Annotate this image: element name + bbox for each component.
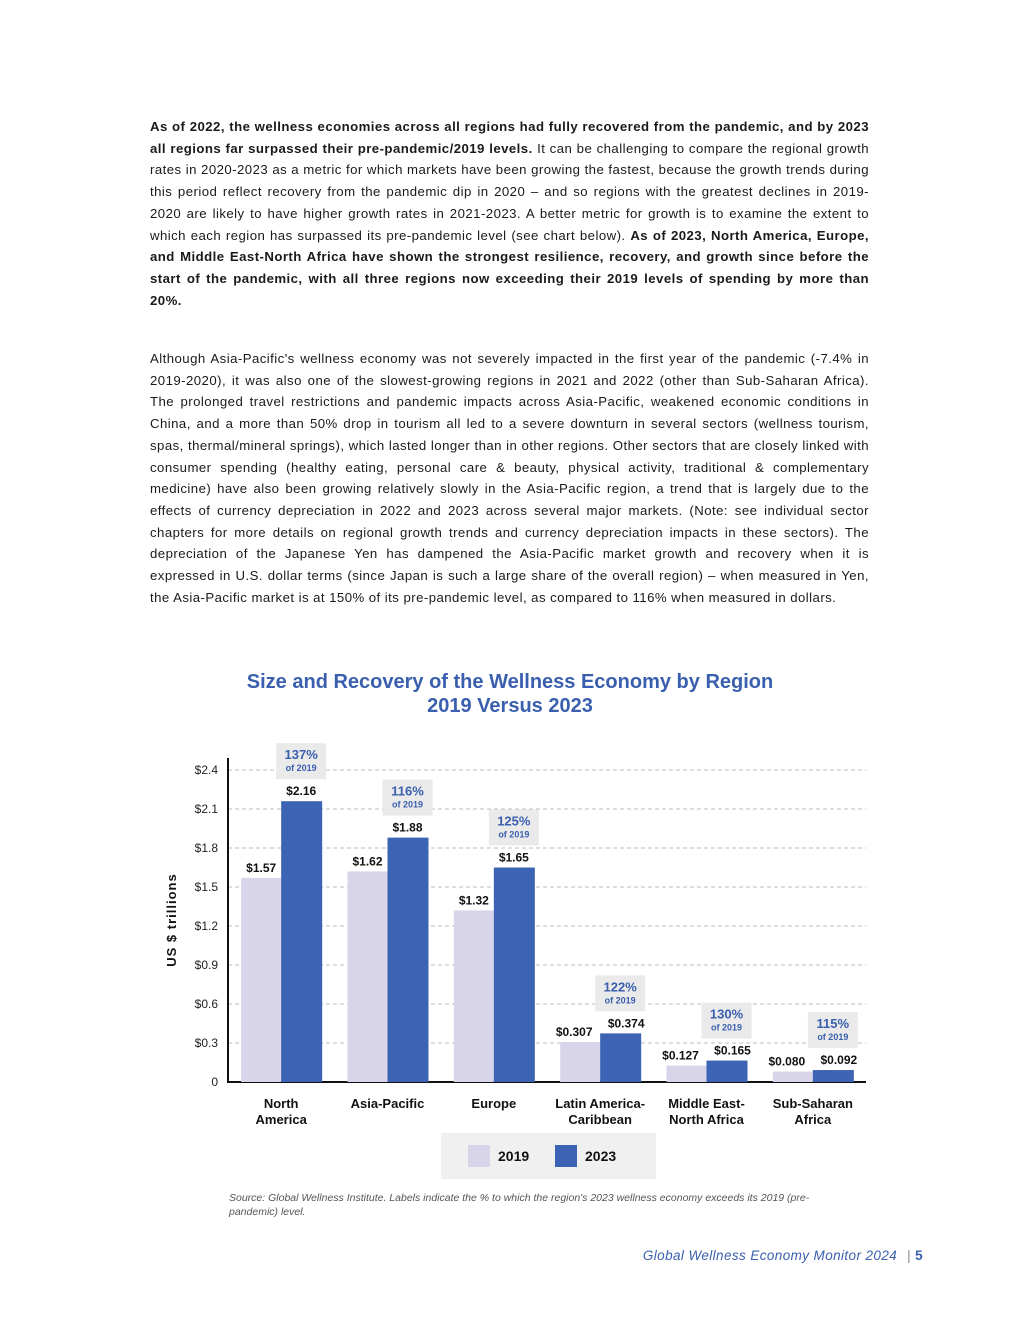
- bar-2023: [388, 838, 429, 1082]
- growth-annotation-pct: 130%: [709, 1006, 744, 1022]
- bar-2023: [813, 1070, 854, 1082]
- growth-annotation-pct: 116%: [391, 783, 424, 799]
- growth-annotation-sub: of 2019: [710, 1022, 743, 1033]
- legend-label-2019: 2019: [498, 1148, 530, 1164]
- data-label-2023: $1.65: [498, 850, 529, 865]
- bar-2023: [600, 1033, 641, 1082]
- bar-2019: [560, 1042, 600, 1082]
- chart-subtitle: 2019 Versus 2023: [427, 695, 593, 717]
- data-label-2019: $1.62: [352, 854, 383, 869]
- data-label-2023: $2.16: [286, 784, 317, 799]
- data-label-2019: $0.127: [662, 1048, 699, 1063]
- x-tick-label: Caribbean: [568, 1112, 632, 1127]
- y-tick-label: 0: [211, 1075, 218, 1089]
- data-label-2023: $0.092: [820, 1053, 858, 1068]
- data-label-2023: $0.374: [607, 1016, 645, 1031]
- growth-annotation-pct: 122%: [603, 979, 637, 995]
- legend-label-2023: 2023: [585, 1148, 617, 1164]
- x-tick-label: Europe: [471, 1096, 517, 1111]
- x-tick-label: Asia-Pacific: [350, 1096, 425, 1111]
- legend-swatch-2023: [555, 1145, 577, 1167]
- data-label-2019: $1.57: [246, 860, 277, 875]
- bar-2019: [773, 1072, 813, 1082]
- growth-annotation-pct: 125%: [497, 813, 531, 829]
- bar-2023: [281, 801, 322, 1082]
- p1-run-1: It can be challenging to compare the regional growth rates in 2020-2023 as a metric for which markets have been growing the fastest, because the growth trends during this period reflect recovery from the pandemic dip in 2020 – and so regions with the greatest declines in 2019-2020 are likely to have higher growth rates in 2021-2023. A better metric for growth is to examine the extent to which each region has surpassed its pre-pandemic level (see chart below).: [150, 140, 869, 243]
- legend-swatch-2019: [468, 1145, 490, 1167]
- data-label-2023: $0.165: [714, 1043, 751, 1058]
- p2-run-0: Although Asia-Pacific's wellness economy was not severely impacted in the first year of the pandemic (-7.4% in 2019-2020), it was also one of the slowest-growing regions in 2021 and 2022 (other than Sub-Saharan Africa). The prolonged travel restrictions and pandemic impacts across Asia-Pacific, weakened economic conditions in China, and a more than 50% drop in tourism all led to a severe downturn in several sectors (wellness tourism, spas, thermal/mineral springs), which lasted longer than in other regions. Other sectors that are closely linked with consumer spending (healthy eating, personal care & beauty, physical activity, traditional & complementary medicine) have also been growing relatively slowly in the Asia-Pacific region, a trend that is largely due to the effects of currency depreciation in 2022 and 2023 across several major markets. (Note: see individual sector chapters for more details on regional growth trends and currency depreciation impacts in these sectors). The depreciation of the Japanese Yen has dampened the Asia-Pacific market growth and recovery when it is expressed in U.S. dollar terms (since Japan is such a large share of the overall region) – when measured in Yen, the Asia-Pacific market is at 150% of its pre-pandemic level, as compared to 116% when measured in dollars.: [150, 351, 869, 605]
- page-footer: [643, 1248, 923, 1263]
- growth-annotation-pct: 137%: [284, 747, 318, 763]
- bar-2019: [454, 910, 494, 1082]
- y-tick-label: $1.5: [194, 880, 218, 894]
- chart-title: Size and Recovery of the Wellness Economy by Region: [246, 671, 774, 693]
- bar-2019: [667, 1065, 707, 1082]
- chart-source-note: Source: Global Wellness Institute. Labels indicate the % to which the region's 2023 wellness economy exceeds its 2019 (pre-pandemic) level.: [229, 1192, 810, 1218]
- y-tick-label: $0.9: [194, 958, 218, 972]
- p1-run-0: As of 2022, the wellness economies across all regions had fully recovered from the pandemic, and by 2023 all regions far surpassed their pre-pandemic/2019 levels.: [150, 119, 869, 156]
- y-tick-label: $2.4: [194, 763, 218, 777]
- x-tick-label: Africa: [794, 1112, 832, 1127]
- y-tick-label: $1.8: [194, 841, 218, 855]
- growth-annotation-pct: 115%: [816, 1016, 850, 1032]
- bar-2023: [494, 868, 535, 1083]
- x-tick-label: Latin America-: [555, 1096, 646, 1111]
- growth-annotation-sub: of 2019: [498, 829, 530, 840]
- x-tick-label: America: [255, 1112, 307, 1127]
- p1-run-2: As of 2023, North America, Europe, and Middle East-North Africa have shown the strongest resilience, recovery, and growth since before the start of the pandemic, with all three regions now exceeding their 2019 levels of spending by more than 20%.: [150, 227, 869, 308]
- x-tick-label: Middle East-: [668, 1096, 745, 1111]
- footer-separator: |: [907, 1248, 912, 1263]
- bar-2019: [241, 878, 281, 1082]
- growth-annotation-sub: of 2019: [285, 763, 317, 774]
- x-tick-label: North Africa: [669, 1112, 744, 1127]
- y-tick-label: $1.2: [194, 919, 218, 933]
- data-label-2019: $0.080: [768, 1054, 806, 1069]
- y-axis-label: US $ trillions: [164, 873, 179, 967]
- data-label-2023: $1.88: [392, 820, 423, 835]
- bar-2023: [707, 1061, 748, 1082]
- data-label-2019: $1.32: [458, 893, 489, 908]
- bar-2019: [348, 871, 388, 1082]
- y-tick-label: $0.6: [194, 997, 218, 1011]
- y-tick-label: $2.1: [194, 802, 218, 816]
- growth-annotation-sub: of 2019: [391, 799, 424, 810]
- x-tick-label: North: [263, 1096, 299, 1111]
- growth-annotation-sub: of 2019: [604, 995, 636, 1006]
- data-label-2019: $0.307: [555, 1025, 593, 1040]
- footer-publication-title: Global Wellness Economy Monitor 2024: [642, 1248, 898, 1263]
- page-number: 5: [915, 1248, 923, 1263]
- x-tick-label: Sub-Saharan: [772, 1096, 853, 1111]
- y-tick-label: $0.3: [194, 1036, 218, 1050]
- growth-annotation-sub: of 2019: [817, 1032, 849, 1043]
